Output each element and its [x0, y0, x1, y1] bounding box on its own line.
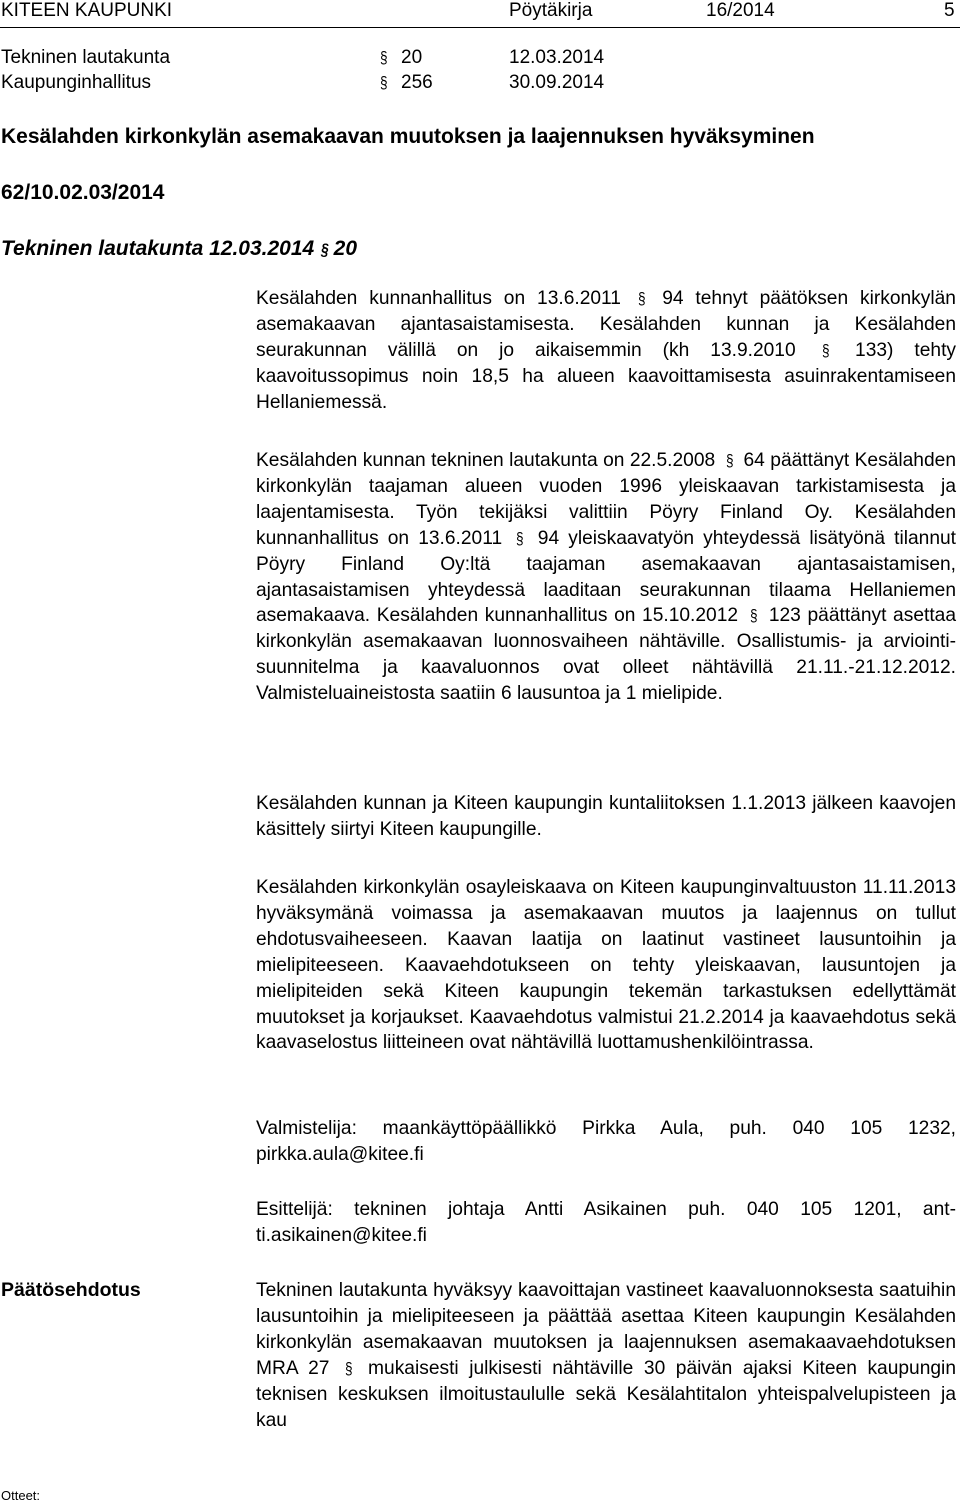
meeting-2-date: 30.09.2014	[509, 72, 605, 93]
footer-label: Otteet:	[1, 1488, 41, 1503]
document-number: 16/2014	[706, 0, 775, 21]
proposal-label: Päätösehdotus	[1, 1279, 141, 1301]
meeting-2-section: 256	[401, 72, 433, 93]
document-type: Pöytäkirja	[509, 0, 593, 21]
meeting-2-section-sign: §	[379, 73, 388, 92]
meeting-1-date: 12.03.2014	[509, 47, 605, 68]
decision-proposal: Tekninen lautakunta hyväksyy kaavoittajan vastineet kaavaluonnoksesta saatuihin lausuntoihin ja mielipiteeseen ja päättää asettaa Kiteen kaupungin Kesälahden kirkonkylän asemakaavan muutoksen ja laajennuksen asemakaavaehdotuksen MRA 27 § mukaisesti julkisesti nähtäville 30 päivän ajaksi Kiteen kaupungin teknisen keskuksen ilmoitustaululle sekä Kesälahtitalon yhteispalvelupisteen ja kau	[256, 1280, 956, 1431]
organization-name: KITEEN KAUPUNKI	[1, 0, 173, 21]
meeting-heading: Tekninen lautakunta 12.03.2014 § 20	[1, 237, 358, 260]
preparer-contact: Valmistelija: maankäyttöpäällikkö Pirkka Aula, puh. 040 105 1232, pirkka.aula@kitee.fi	[256, 1118, 956, 1165]
paragraph-3: Kesälahden kunnan ja Kiteen kaupungin kuntaliitoksen 1.1.2013 jälkeen kaavojen käsittely siirtyi Kiteen kaupungille.	[256, 793, 956, 840]
diary-number: 62/10.02.03/2014	[1, 181, 165, 204]
document-title: Kesälahden kirkonkylän asemakaavan muutoksen ja laajennuksen hyväksyminen	[1, 125, 815, 148]
paragraph-1: Kesälahden kunnanhallitus on 13.6.2011 § 94 tehnyt päätöksen kirkonkylän asemakaavan ajantasaistamisesta. Kesälahden kunnan ja Kesälahden seurakunnan välillä on jo aikaisemmin (kh 13.9.2010 § 133) tehty kaavoitussopimus noin 18,5 ha alueen kaavoittamisesta asuinrakentamiseen Hellaniemessä.	[256, 288, 956, 413]
page-number: 5	[944, 0, 955, 21]
meeting-2-body: Kaupunginhallitus	[1, 72, 152, 93]
header-divider	[0, 27, 960, 28]
meeting-1-section-sign: §	[379, 48, 388, 67]
meeting-1-section: 20	[401, 47, 423, 68]
paragraph-2: Kesälahden kunnan tekninen lautakunta on 22.5.2008 § 64 päättänyt Kesälahden kirkonkylän taajaman alueen vuoden 1996 yleiskaavan tarkistamisesta ja laajentamisesta. Työn tekijäksi valittiin Pöyry Finland Oy. Kesälahden kunnanhallitus on 13.6.2011 § 94 yleiskaavatyön yhteydessä lisätyönä tilannut Pöyry Finland Oy:ltä taajaman asemakaavan ajantasaistamisen, ajantasaistamisen yhteydessä laaditaan seurakunnan tilaama Hellaniemen asemakaava. Kesälahden kunnanhallitus on 15.10.2012 § 123 päättänyt asettaa kirkonkylän asemakaavan luonnosvaiheen nähtäville. Osallistumis- ja arviointisuunnitelma ja kaavaluonnos ovat olleet nähtävillä 21.11.-21.12.2012. Valmisteluaineistosta saatiin 6 lausuntoa ja 1 mielipide.	[256, 450, 957, 705]
paragraph-4: Kesälahden kirkonkylän osayleiskaava on Kiteen kaupunginvaltuuston 11.11.2013 hyväksymänä voimassa ja asemakaavan muutos ja laajennus on tullut ehdotusvaiheeseen. Kaavan laatija on laatinut vastineet lausuntoihin ja mielipiteeseen. Kaavaehdotukseen on tehty yleiskaavan, lausuntojen ja mielipiteiden sekä Kiteen kaupungin tekemän tarkastuksen edellyttämät muutokset ja korjaukset. Kaavaehdotus valmistui 21.2.2014 ja kaavaehdotus sekä kaavaselostus liitteineen ovat nähtävillä luottamushenkilöintrassa.	[256, 877, 956, 1054]
presenter-contact: Esittelijä: tekninen johtaja Antti Asikainen puh. 040 105 1201, antti.asikainen@kitee.fi	[256, 1199, 956, 1246]
meeting-1-body: Tekninen lautakunta	[1, 47, 171, 68]
